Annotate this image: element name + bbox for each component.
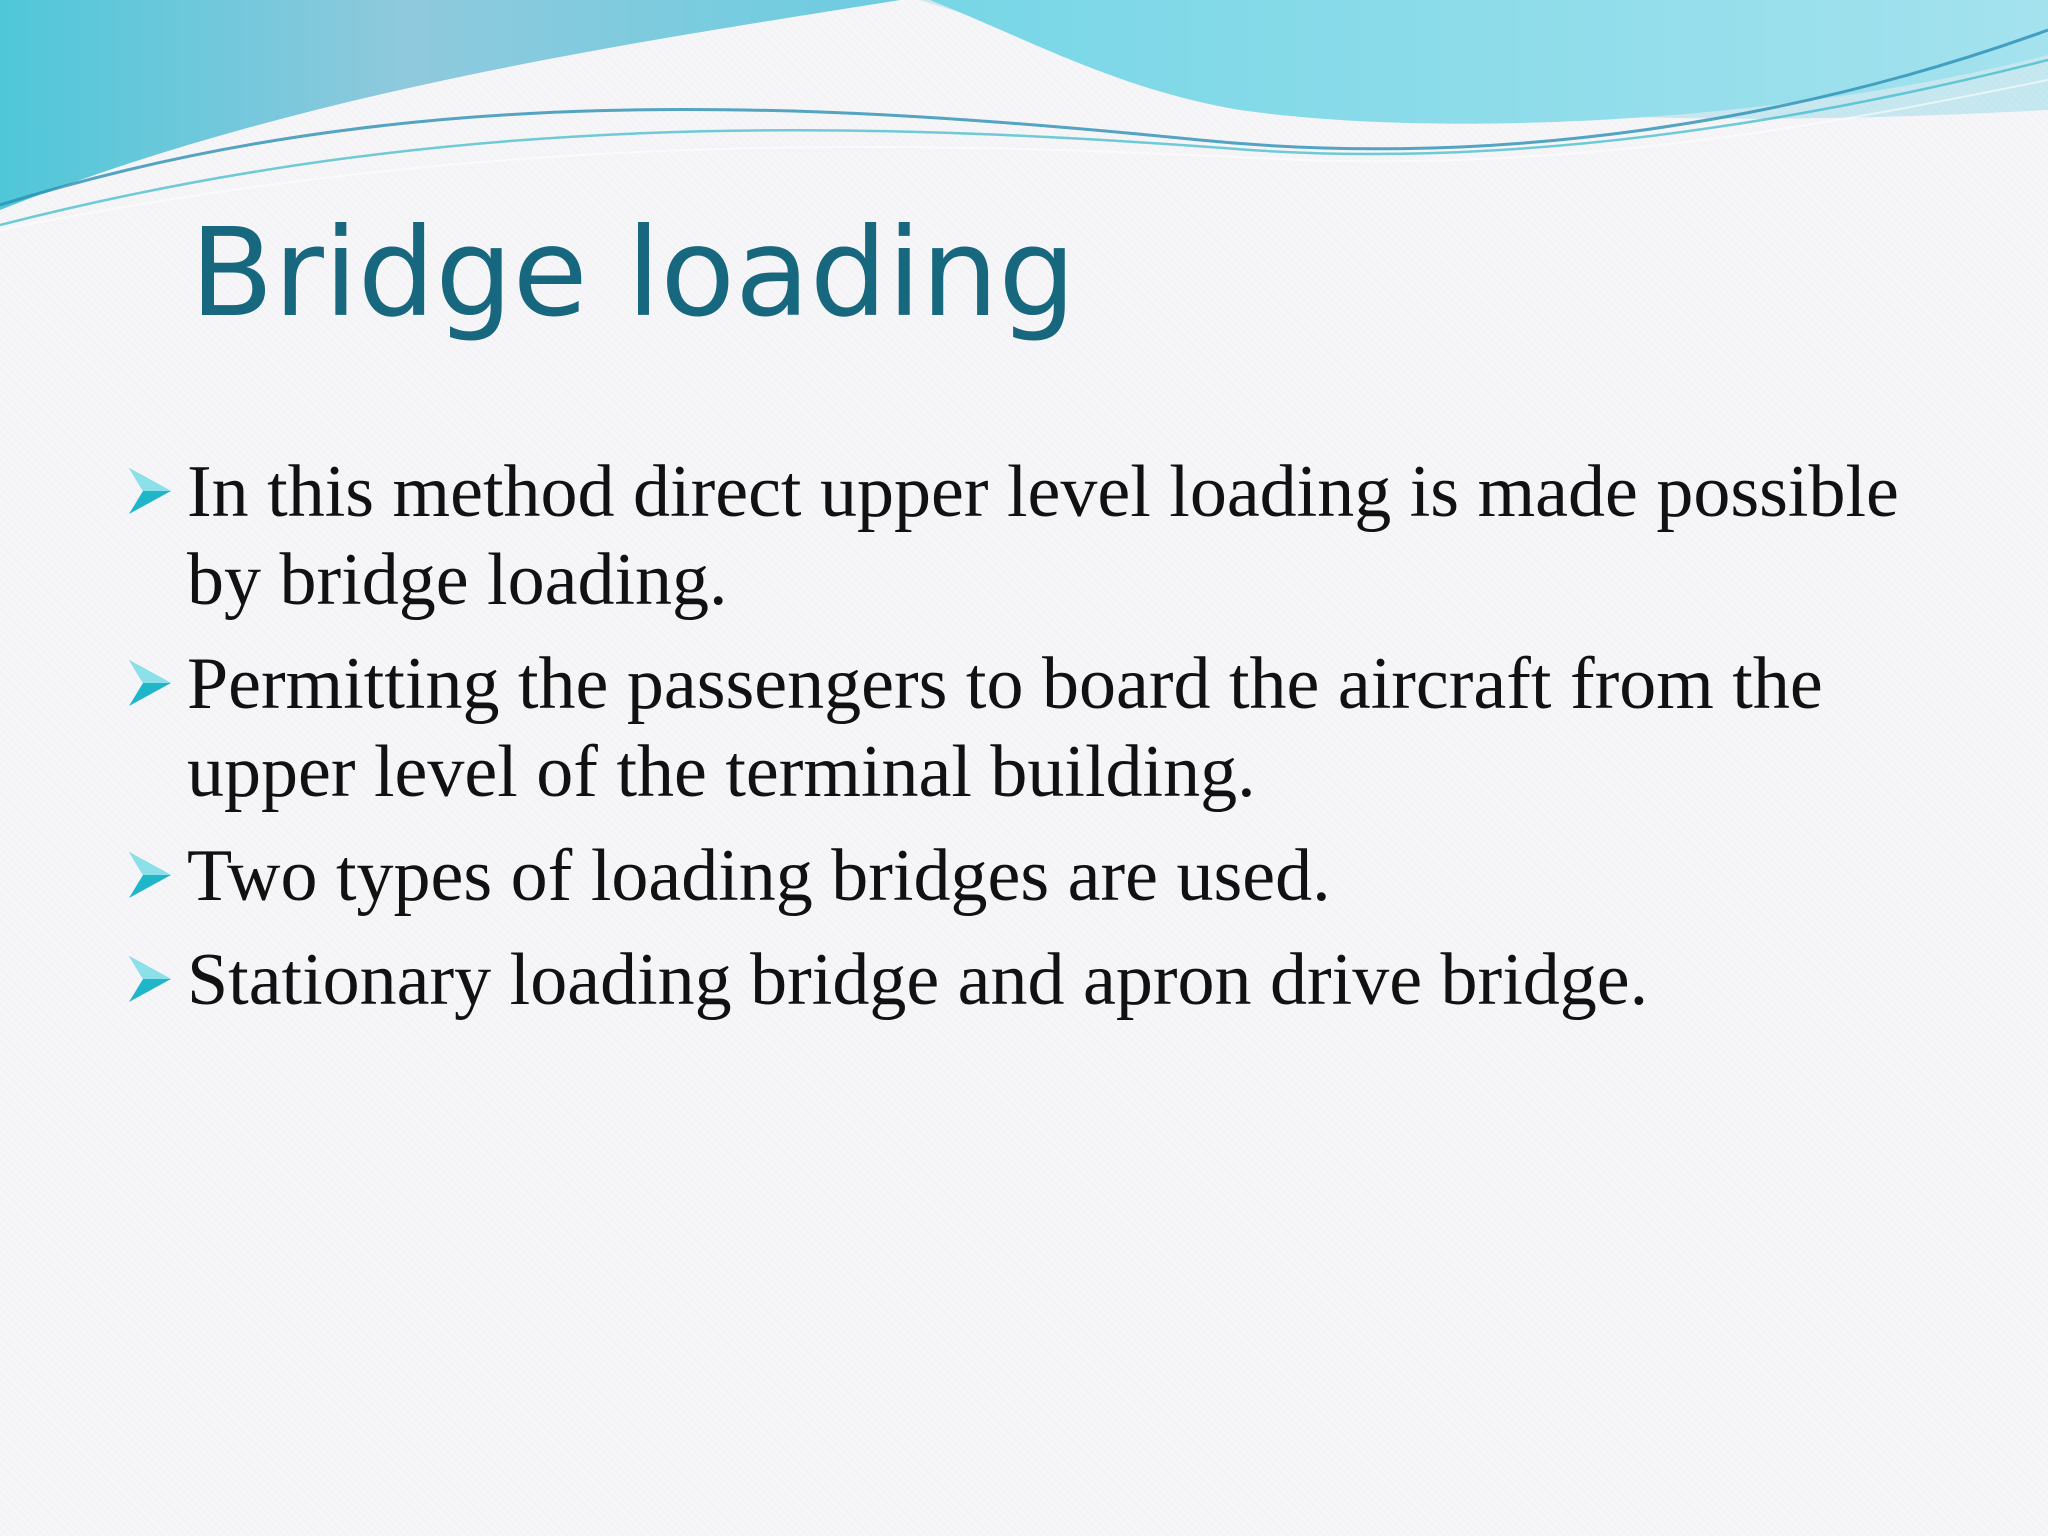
arrow-bullet-icon — [127, 658, 173, 708]
bullet-list — [125, 448, 1985, 1040]
bullet-item — [125, 448, 1985, 624]
bullet-item — [125, 936, 1985, 1024]
arrow-bullet-icon — [127, 954, 173, 1004]
bullet-item — [125, 640, 1985, 816]
slide-title: Bridge loading — [190, 202, 1076, 344]
arrow-bullet-icon — [127, 466, 173, 516]
bullet-text: In this method direct upper level loading is made possible by bridge loading. — [187, 451, 1899, 621]
bullet-text: Two types of loading bridges are used. — [187, 835, 1331, 917]
arrow-bullet-icon — [127, 850, 173, 900]
bullet-text: Stationary loading bridge and apron drive bridge. — [187, 939, 1649, 1021]
bullet-item — [125, 832, 1985, 920]
bullet-text: Permitting the passengers to board the aircraft from the upper level of the terminal building. — [187, 643, 1823, 813]
